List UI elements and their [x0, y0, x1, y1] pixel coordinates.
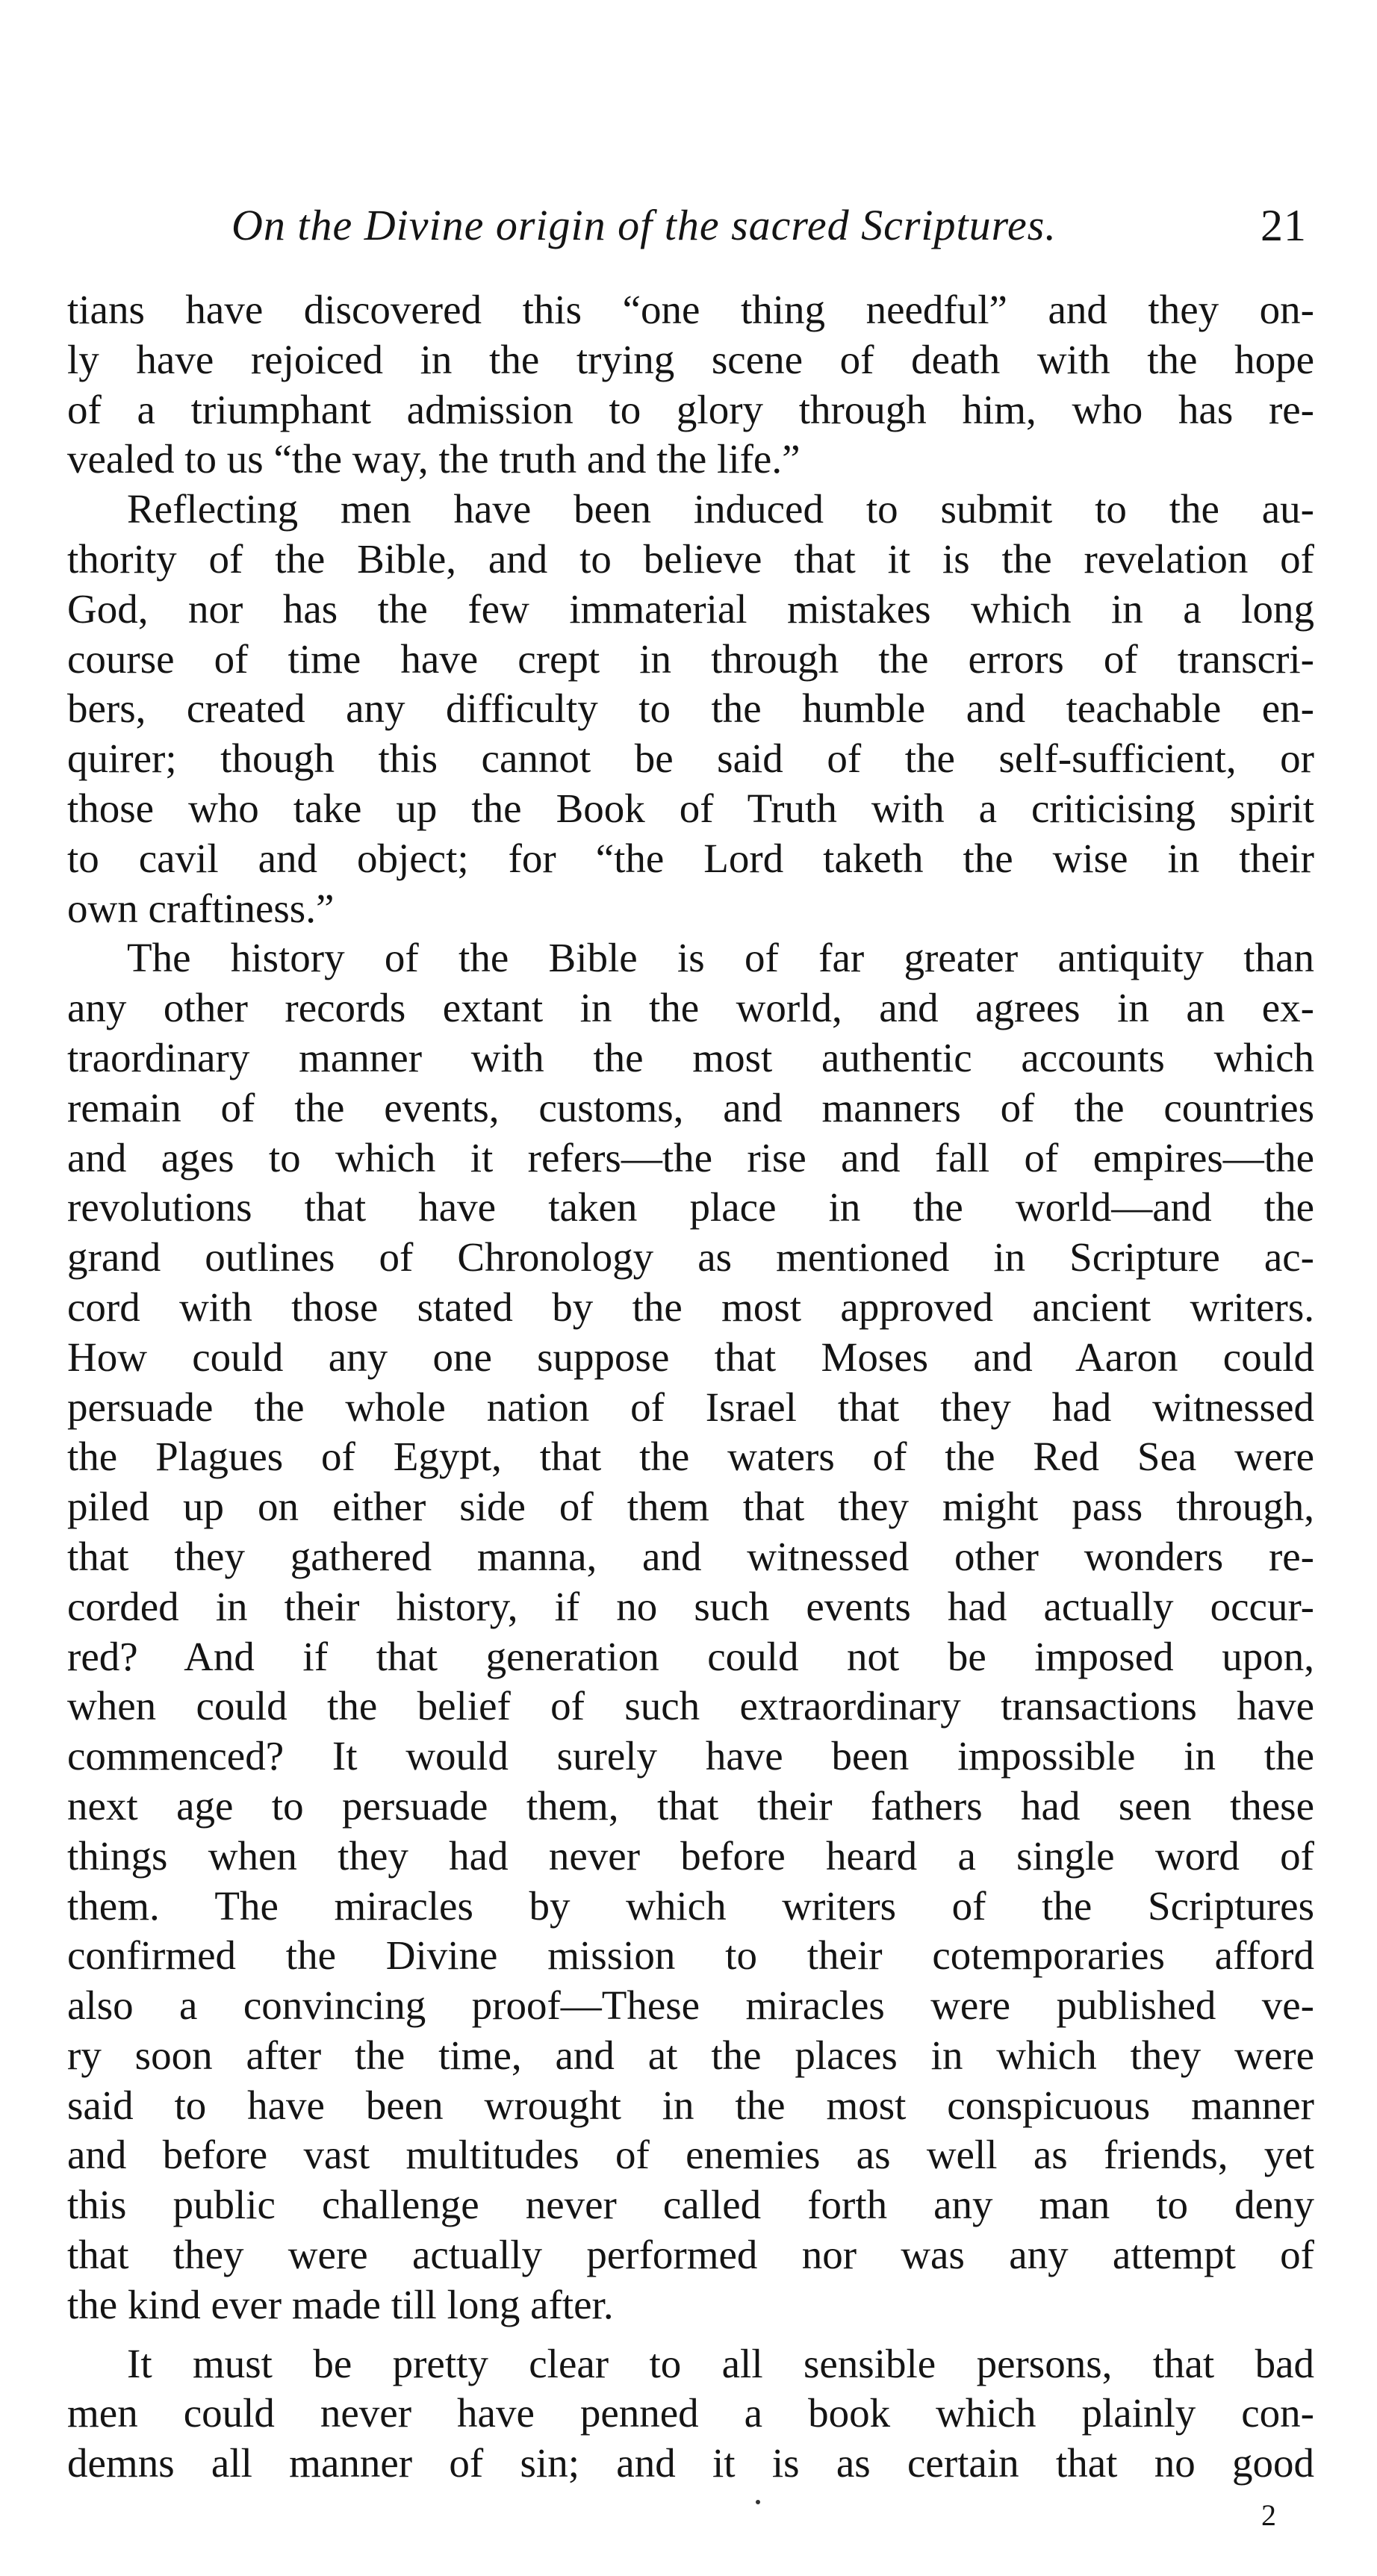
text-line: course of time have crept in through the errors of transcri-: [67, 635, 1314, 682]
text-line: of a triumphant admission to glory through him, who has re-: [67, 386, 1314, 432]
text-line: God, nor has the few immaterial mistakes which in a long: [67, 585, 1314, 632]
text-line: own craftiness.”: [67, 885, 335, 931]
text-line: confirmed the Divine mission to their cotemporaries afford: [67, 1932, 1314, 1979]
text-line: men could never have penned a book which plainly con-: [67, 2390, 1314, 2436]
text-line: Reflecting men have been induced to submit to the au-: [127, 486, 1314, 532]
text-line: cord with those stated by the most approved ancient writers.: [67, 1284, 1314, 1330]
text-line: remain of the events, customs, and manners of the countries: [67, 1084, 1314, 1130]
text-line: The history of the Bible is of far greater antiquity than: [127, 935, 1314, 981]
text-line: any other records extant in the world, and agrees in an ex-: [67, 985, 1314, 1031]
signature-mark: 2: [1261, 2498, 1276, 2532]
text-line: demns all manner of sin; and it is as certain that no good: [67, 2440, 1314, 2486]
text-line: grand outlines of Chronology as mentioned in Scripture ac-: [67, 1234, 1314, 1281]
running-head: [231, 200, 1307, 260]
body-text: [67, 285, 1314, 2489]
text-line: commenced? It would surely have been impossible in the: [67, 1733, 1314, 1779]
running-title: On the Divine origin of the sacred Scriptures.: [231, 201, 1057, 249]
text-line: vealed to us “the way, the truth and the life.”: [67, 436, 801, 482]
text-line: when could the belief of such extraordinary transactions have: [67, 1683, 1314, 1729]
text-line: piled up on either side of them that they might pass through,: [67, 1484, 1314, 1530]
text-line: bers, created any difficulty to the humble and teachable en-: [67, 685, 1314, 732]
text-line: thority of the Bible, and to believe that it is the revelation of: [67, 535, 1314, 582]
text-line: also a convincing proof—These miracles were published ve-: [67, 1982, 1314, 2029]
text-line: that they were actually performed nor was any attempt of: [67, 2232, 1314, 2278]
text-line: quirer; though this cannot be said of the self-sufficient, or: [67, 735, 1314, 782]
text-line: that they gathered manna, and witnessed other wonders re-: [67, 1533, 1314, 1579]
text-line: traordinary manner with the most authentic accounts which: [67, 1034, 1314, 1080]
text-line: tians have discovered this “one thing needful” and they on-: [67, 287, 1314, 332]
text-line: and ages to which it refers—the rise and fall of empires—the: [67, 1134, 1314, 1180]
text-line: the Plagues of Egypt, that the waters of the Red Sea were: [67, 1434, 1314, 1480]
print-speck: [756, 2500, 760, 2504]
page-number: 21: [1261, 201, 1307, 250]
text-line: next age to persuade them, that their fathers had seen these: [67, 1782, 1314, 1829]
text-line: the kind ever made till long after.: [67, 2281, 614, 2327]
text-line: How could any one suppose that Moses and Aaron could: [67, 1334, 1314, 1380]
text-line: to cavil and object; for “the Lord taketh the wise in their: [67, 835, 1314, 881]
text-line: It must be pretty clear to all sensible persons, that bad: [127, 2340, 1314, 2386]
text-line: ly have rejoiced in the trying scene of death with the hope: [67, 336, 1314, 382]
text-line: revolutions that have taken place in the world—and the: [67, 1184, 1314, 1231]
text-line: red? And if that generation could not be imposed upon,: [67, 1633, 1314, 1679]
text-line: this public challenge never called forth any man to deny: [67, 2182, 1314, 2228]
text-line: persuade the whole nation of Israel that they had witnessed: [67, 1384, 1314, 1430]
text-line: them. The miracles by which writers of the Scriptures: [67, 1882, 1314, 1929]
text-line: things when they had never before heard a single word of: [67, 1832, 1314, 1879]
text-line: and before vast multitudes of enemies as well as friends, yet: [67, 2132, 1314, 2178]
text-line: those who take up the Book of Truth with a criticising spirit: [67, 785, 1314, 831]
text-line: corded in their history, if no such events had actually occur-: [67, 1583, 1314, 1629]
text-line: ry soon after the time, and at the places in which they were: [67, 2032, 1314, 2078]
text-line: said to have been wrought in the most conspicuous manner: [67, 2082, 1314, 2128]
